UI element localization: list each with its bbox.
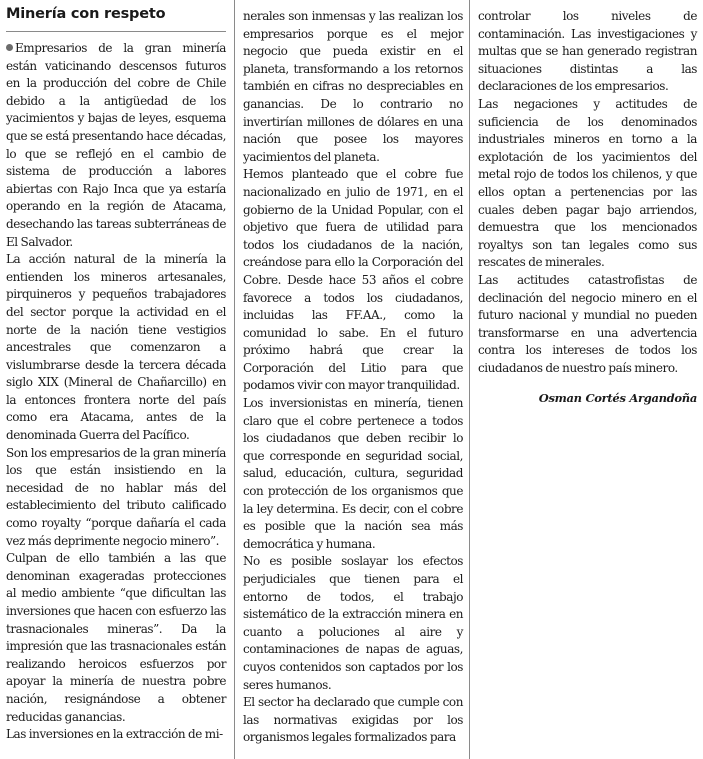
paragraph-1-text: Empresarios de la gran minería están vaticinando descensos futuros en la producción del cobre de Chile debido a la antigüedad de los yacimientos y bajas de leyes, esquema que se está presentando hace décadas, lo que se reflejó en el cambio de sistema de producción a labores abiertas con Rajo Inca que ya estaría operando en la región de Atacama, desechando las tareas subterráneas de El Salvador. — [6, 41, 226, 249]
paragraph-1 — [6, 40, 226, 251]
author-signature: Osman Cortés Argandoña — [538, 391, 697, 406]
paragraph-11: Las actitudes catastrofistas de declinación del negocio minero en el futuro nacional y mundial no pueden transformarse en una advertencia contra los intereses de todos los ciudadanos de nuestro país minero. — [478, 272, 697, 375]
paragraph-9-start: El sector ha declarado que cumple con las normativas exigidas por los organismos legales formalizados para — [243, 695, 463, 745]
paragraph-6: Hemos planteado que el cobre fue nacionalizado en julio de 1971, en el gobierno de la Unidad Popular, con el objetivo que fuera de utilidad para todos los ciudadanos de la nación, creándose para ello la Corporación del Cobre. Desde hace 53 años el cobre favorece a todos los ciudadanos, incluidas las FF.AA., como la comunidad lo sabe. En el futuro próximo habrá que crear la Corporación del Litio para que podamos vivir con mayor tranquilidad. — [243, 167, 463, 393]
paragraph-4: Culpan de ello también a las que denominan exageradas protecciones al medio ambiente “que dificultan las inversiones que hacen con esfuerzo las trasnacionales mineras”. Da la impresión que las trasnacionales están realizando heroicos esfuerzos por apoyar la minería de nuestra pobre nación, resignándose a obtener reducidas ganancias. — [6, 551, 226, 724]
paragraph-7: Los inversionistas en minería, tienen claro que el cobre pertenece a todos los ciudadanos que deben recibir lo que corresponde en seguridad social, salud, educación, cultura, seguridad con protección de los organismos que la ley determina. Es decir, con el cobre es posible que la nación sea más democrática y humana. — [243, 396, 463, 551]
paragraph-5-start: Las inversiones en la extracción de mi- — [6, 727, 223, 742]
column-2 — [234, 0, 469, 759]
paragraph-8: No es posible soslayar los efectos perjudiciales que tienen para el entorno de todos, el trabajo sistemático de la extracción minera en cuanto a poluciones al aire y contaminaciones de napas de aguas, cuyos contenidos son captados por los seres humanos. — [243, 554, 463, 692]
paragraph-5-cont: nerales son inmensas y las realizan los empresarios porque es el mejor negocio que pueda existir en el planeta, transformando a los retornos también en cifras no despreciables en ganancias. De lo contrario no invertirían millones de dólares en una nación que posee los mayores yacimientos del planeta. — [243, 9, 463, 164]
bullet-icon — [6, 44, 13, 51]
paragraph-2: La acción natural de la minería la entienden los mineros artesanales, pirquineros y pequeños trabajadores del sector porque la actividad en el norte de la nación tiene vestigios ancestrales que comenzaron a vislumbrarse desde la tercera década siglo XIX (Mineral de Chañarcillo) en la entonces frontera norte del país como era Atacama, antes de la denominada Guerra del Pacífico. — [6, 252, 226, 443]
article-headline: Minería con respeto — [6, 6, 226, 32]
paragraph-10: Las negaciones y actitudes de suficiencia de los denominados industriales mineros en torno a la explotación de los yacimientos del metal rojo de todos los chilenos, y que ellos optan a pertenencias por las cuales deben pagar bajo arriendos, demuestra que los mencionados royaltys son tan legales como sus rescates de minerales. — [478, 96, 697, 270]
paragraph-3: Son los empresarios de la gran minería los que están insistiendo en la necesidad de no hablar más del establecimiento del tributo calificado como royalty “porque dañaría el cada vez más deprimente negocio minero”. — [6, 445, 226, 548]
column-1 — [0, 0, 232, 759]
column-3 — [469, 0, 703, 759]
paragraph-9-cont: controlar los niveles de contaminación. Las investigaciones y multas que se han generado registran situaciones distintas a las declaraciones de los empresarios. — [478, 9, 697, 94]
